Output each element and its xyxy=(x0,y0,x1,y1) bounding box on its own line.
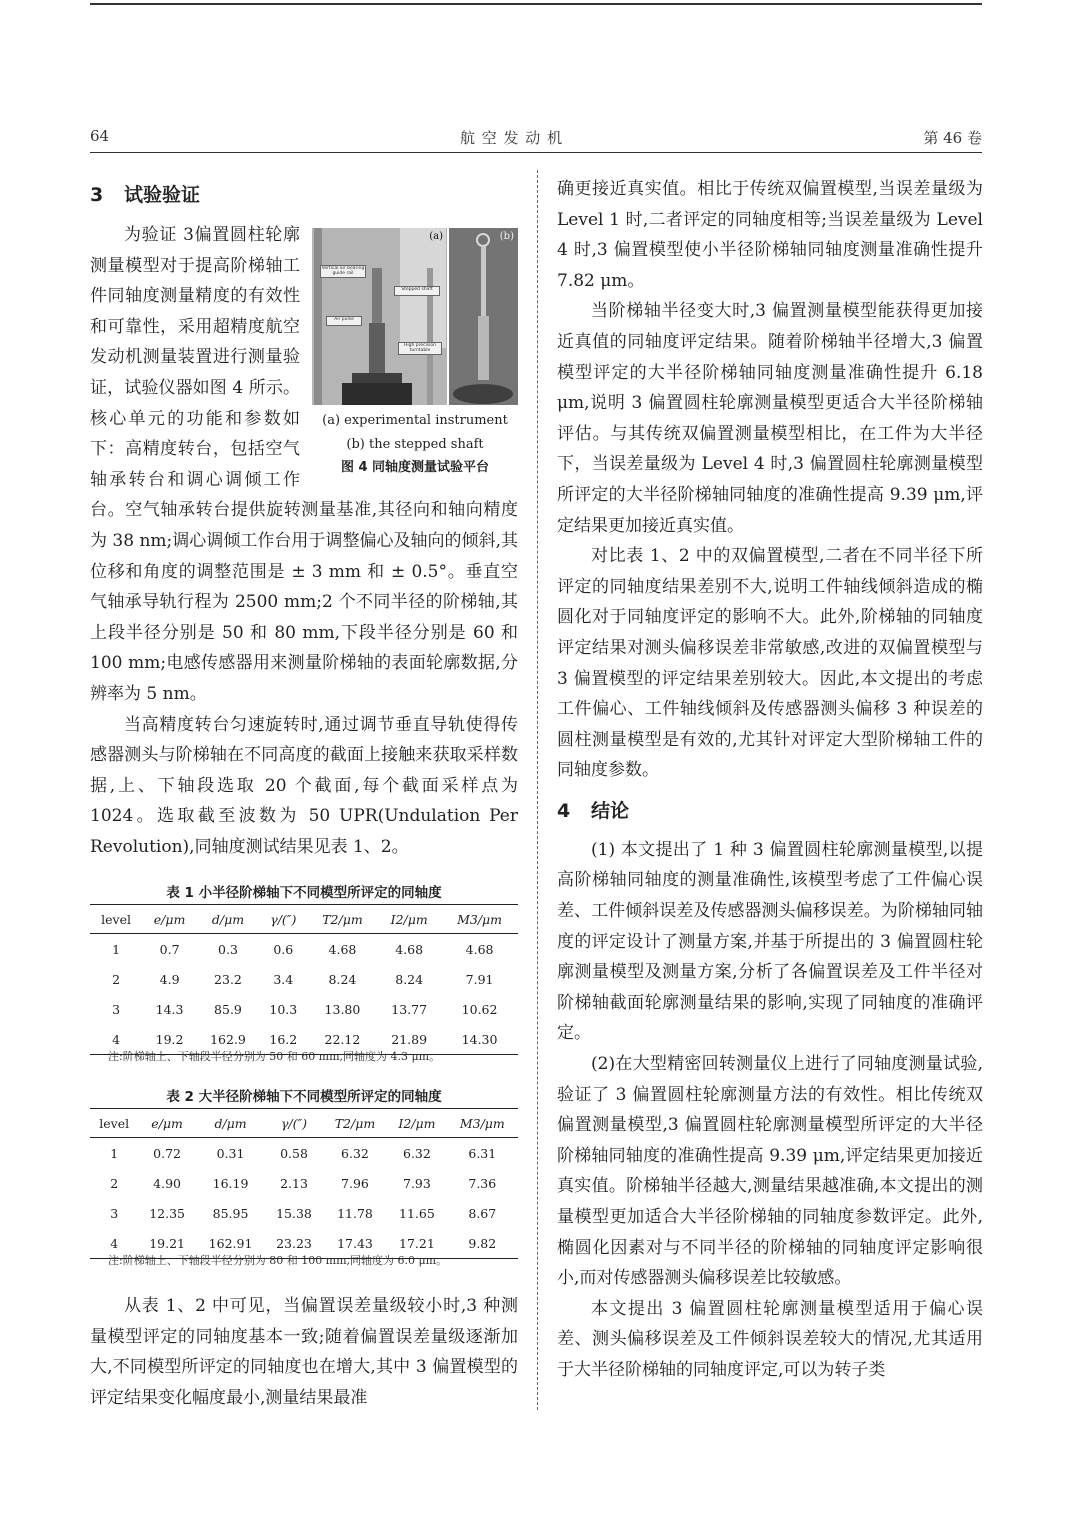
table-cell: 6.32 xyxy=(403,1145,431,1161)
callout-guide-rail: Vertical air bearing guide rail xyxy=(321,266,365,276)
table-cell: 2.13 xyxy=(280,1175,308,1191)
table-2-title: 表 2 大半径阶梯轴下不同模型所评定的同轴度 xyxy=(166,1089,442,1105)
table-1-header-gamma: γ/(″) xyxy=(259,905,308,934)
table-cell: 7.91 xyxy=(465,971,494,987)
table-cell: 0.3 xyxy=(218,941,238,957)
section-3-paragraph-3: 从表 1、2 中可见，当偏置误差量级较小时,3 种测量模型评定的同轴度基本一致;随着偏置误差量级逐渐加大,不同模型所评定的同轴度也在增大,其中 3 偏置模型的评定结果变化幅度最小,测量结果最准 xyxy=(90,1296,518,1408)
table-cell: 11.78 xyxy=(337,1205,373,1221)
table-cell: 9.82 xyxy=(447,1228,518,1259)
table-cell: 4.68 xyxy=(328,941,357,957)
table-2-header-i2: I2/μm xyxy=(387,1109,446,1138)
table-row xyxy=(90,934,518,965)
table-cell: 10.3 xyxy=(269,1001,298,1017)
table-cell: 8.67 xyxy=(468,1205,497,1221)
table-cell: 8.24 xyxy=(328,971,357,987)
table-cell: 4.68 xyxy=(465,941,494,957)
right-paragraph-3: 对比表 1、2 中的双偏置模型,二者在不同半径下所评定的同轴度结果差别不大,说明工件轴线倾斜造成的椭圆化对于同轴度评定的影响不大。此外,阶梯轴的同轴度评定结果对测头偏移误差非常敏感,改进的双偏置模型与 3 偏置模型的评定结果差别较大。因此,本文提出的考虑工件偏心、工件轴线倾斜及传感器测头偏移 3 种误差的圆柱测量模型是有效的,尤其针对评定大型阶梯轴工件的同轴度参数。 xyxy=(557,546,983,781)
table-cell: 6.32 xyxy=(341,1145,369,1161)
table-1-title: 表 1 小半径阶梯轴下不同模型所评定的同轴度 xyxy=(166,885,442,901)
conclusion-item-2: (2)在大型精密回转测量仪上进行了同轴度测量试验,验证了 3 偏置圆柱轮廓测量方法的有效性。相比传统双偏置测量模型,3 偏置圆柱轮廓测量模型所评定的大半径阶梯轴同轴度的准确性提高 9.39 μm,评定结果更加接近真实值。阶梯轴半径越大,测量结果越准确,本文提出的测量模型更加适合大半径阶梯轴的同轴度参数评定。此外,椭圆化因素对与不同半径的阶梯轴的同轴度评定影响很小,而对传感器测头偏移误差比较敏感。 xyxy=(557,1054,983,1289)
section-4-title: 结论 xyxy=(591,799,630,822)
table-1 xyxy=(90,904,518,1055)
table-cell: 10.62 xyxy=(461,1001,498,1017)
table-row xyxy=(90,994,518,1024)
table-cell: 22.12 xyxy=(308,1024,378,1055)
table-2-header-e: e/μm xyxy=(138,1109,195,1138)
table-1-header-d: d/μm xyxy=(197,905,259,934)
table-cell: 4.9 xyxy=(159,971,180,987)
figure-4-caption-b: (b) the stepped shaft xyxy=(346,437,484,452)
table-2-note: 注:阶梯轴上、下轴段半径分别为 80 和 100 mm,同轴度为 6.0 μm。 xyxy=(108,1254,448,1267)
table-cell: 4.68 xyxy=(395,941,424,957)
table-1-header-row xyxy=(90,905,518,934)
table-1-header-m3: M3/μm xyxy=(441,905,518,934)
page-number: 64 xyxy=(90,127,110,145)
table-cell: 3 xyxy=(112,1001,121,1017)
table-cell: 2 xyxy=(112,971,121,987)
section-3-title: 试验验证 xyxy=(124,184,201,206)
table-cell: 14.30 xyxy=(441,1024,518,1055)
table-cell: 16.19 xyxy=(212,1175,249,1191)
table-cell: 8.24 xyxy=(395,971,424,987)
table-cell: 11.65 xyxy=(399,1205,435,1221)
table-cell: 19.2 xyxy=(142,1024,197,1055)
column-divider xyxy=(537,170,538,1410)
section-3-paragraph-1: 为验证 3偏置圆柱轮廓测量模型对于提高阶梯轴工件同轴度测量精度的有效性和可靠性，采用超精度航空发动机测量装置进行测量验证，试验仪器如图 4 所示。核心单元的功能和参数如下：高精度转台，包括空气轴承转台和调心调倾工作台。空气轴承转台提供旋转测量基准,其径向和轴向精度为 38 nm;调心调倾工作台用于调整偏心及轴向的倾斜,其位移和角度的调整范围是 ± 3 mm 和 ± 0.5°。垂直空气轴承导轨行程为 2500 mm;2 个不同半径的阶梯轴,其上段半径分别是 50 和 80 mm,下段半径分别是 60 和 100 mm;电感传感器用来测量阶梯轴的表面轮廓数据,分辨率为 5 nm。 xyxy=(90,225,518,704)
table-1-header-level: level xyxy=(90,905,142,934)
table-cell: 162.91 xyxy=(196,1228,266,1259)
section-3-number: 3 xyxy=(90,184,104,206)
table-1-header-t2: T2/μm xyxy=(308,905,378,934)
table-cell: 0.31 xyxy=(216,1145,245,1161)
right-paragraph-1: 确更接近真实值。相比于传统双偏置模型,当误差量级为 Level 1 时,二者评定的同轴度相等;当误差量级为 Level 4 时,3 偏置模型使小半径阶梯轴同轴度测量准确性提升 7.82 μm。 xyxy=(557,179,983,291)
table-cell: 7.93 xyxy=(403,1175,431,1191)
section-3-paragraph-2: 当高精度转台匀速旋转时,通过调节垂直导轨使得传感器测头与阶梯轴在不同高度的截面上接触来获取采样数据,上、下轴段选取 20 个截面,每个截面采样点为 1024。选取截至波数为 50 UPR(Undulation Per Revolution),同轴度测试结果见表 1、2。 xyxy=(90,714,518,857)
table-cell: 0.7 xyxy=(159,941,180,957)
header-rule xyxy=(90,152,982,153)
table-cell: 3 xyxy=(110,1205,119,1221)
table-cell: 85.95 xyxy=(212,1205,249,1221)
table-cell: 7.96 xyxy=(341,1175,369,1191)
figure-4-title: 图 4 同轴度测量试验平台 xyxy=(340,460,490,475)
table-2-header-d: d/μm xyxy=(196,1109,266,1138)
figure-label-a: (a) xyxy=(429,231,443,242)
table-row xyxy=(90,1198,518,1228)
left-column-conclusion-text xyxy=(90,1291,518,1413)
table-1-header-i2: I2/μm xyxy=(377,905,441,934)
table-row xyxy=(90,1168,518,1198)
callout-air-pulse: Air pulse xyxy=(326,316,362,326)
table-cell: 23.23 xyxy=(265,1228,322,1259)
table-2 xyxy=(90,1108,518,1259)
table-1-note: 注:阶梯轴上、下轴段半径分别为 50 和 60 mm,同轴度为 4.3 μm。 xyxy=(108,1050,441,1063)
table-2-header-m3: M3/μm xyxy=(447,1109,518,1138)
section-3-heading xyxy=(90,180,200,207)
section-4-heading xyxy=(557,796,983,823)
table-cell: 0.72 xyxy=(153,1145,182,1161)
table-cell: 6.31 xyxy=(468,1145,497,1161)
table-cell: 17.21 xyxy=(387,1228,446,1259)
table-cell: 13.80 xyxy=(324,1001,361,1017)
table-cell: 2 xyxy=(110,1175,119,1191)
table-2-header-row xyxy=(90,1109,518,1138)
table-cell: 4 xyxy=(90,1228,138,1259)
table-cell: 85.9 xyxy=(214,1001,242,1017)
table-row xyxy=(90,1138,518,1169)
top-border-line xyxy=(90,3,982,5)
volume-label: 第 46 卷 xyxy=(923,129,982,147)
table-2-header-level: level xyxy=(90,1109,138,1138)
journal-title: 航 空 发 动 机 xyxy=(460,129,564,147)
table-cell: 17.43 xyxy=(323,1228,388,1259)
table-cell: 1 xyxy=(112,941,121,957)
stepped-shaft-illustration xyxy=(449,228,518,405)
table-cell: 21.89 xyxy=(377,1024,441,1055)
section-4-number: 4 xyxy=(557,799,571,822)
table-cell: 16.2 xyxy=(259,1024,308,1055)
callout-stepped-shaft: Stepped shaft xyxy=(394,286,440,296)
figure-label-b: (b) xyxy=(499,231,514,242)
stepped-shaft-photo xyxy=(449,228,518,405)
table-1-header-e: e/μm xyxy=(142,905,197,934)
experimental-instrument-photo xyxy=(312,228,447,405)
table-cell: 4 xyxy=(90,1024,142,1055)
table-cell: 1 xyxy=(110,1145,119,1161)
table-cell: 7.36 xyxy=(468,1175,497,1191)
table-cell: 0.58 xyxy=(280,1145,308,1161)
table-cell: 0.6 xyxy=(273,941,294,957)
right-paragraph-2: 当阶梯轴半径变大时,3 偏置测量模型能获得更加接近真值的同轴度评定结果。随着阶梯轴半径增大,3 偏置模型评定的大半径阶梯轴同轴度测量准确性提升 6.18 μm,说明 3 偏置圆柱轮廓测量模型更适合大半径阶梯轴评估。与其传统双偏置测量模型相比，在工件为大半径下，当误差量级为 Level 4 时,3 偏置圆柱轮廓测量模型所评定的大半径阶梯轴同轴度的准确性提高 9.39 μm,评定结果更加接近真实值。 xyxy=(557,301,983,536)
conclusion-item-1: (1) 本文提出了 1 种 3 偏置圆柱轮廓测量模型,以提高阶梯轴同轴度的测量准确性,该模型考虑了工件偏心误差、工件倾斜误差及传感器测头偏移误差。为阶梯轴同轴度的评定设计了测量方案,并基于所提出的 3 偏置圆柱轮廓测量模型及测量方案,分析了各偏置误差及工件半径对阶梯轴截面轮廓测量结果的影响,实现了同轴度的准确评定。 xyxy=(557,839,983,1044)
table-2-header-gamma: γ/(″) xyxy=(265,1109,322,1138)
table-cell: 14.3 xyxy=(155,1001,184,1017)
table-cell: 13.77 xyxy=(391,1001,428,1017)
conclusion-paragraph-3: 本文提出 3 偏置圆柱轮廓测量模型适用于偏心误差、测头偏移误差及工件倾斜误差较大的情况,尤其适用于大半径阶梯轴的同轴度评定,可以为转子类 xyxy=(557,1298,983,1380)
callout-turntable: High precision turntable xyxy=(398,342,442,355)
figure-4 xyxy=(312,228,518,479)
table-2-header-t2: T2/μm xyxy=(323,1109,388,1138)
table-cell: 23.2 xyxy=(214,971,242,987)
table-cell: 3.4 xyxy=(273,971,294,987)
table-row xyxy=(90,964,518,994)
table-cell: 162.9 xyxy=(197,1024,259,1055)
table-cell: 4.90 xyxy=(153,1175,182,1191)
table-cell: 12.35 xyxy=(149,1205,185,1221)
table-cell: 15.38 xyxy=(276,1205,312,1221)
figure-4-images xyxy=(312,228,518,405)
table-cell: 19.21 xyxy=(138,1228,195,1259)
figure-4-caption-a: (a) experimental instrument xyxy=(322,413,508,428)
right-column xyxy=(557,174,983,1386)
